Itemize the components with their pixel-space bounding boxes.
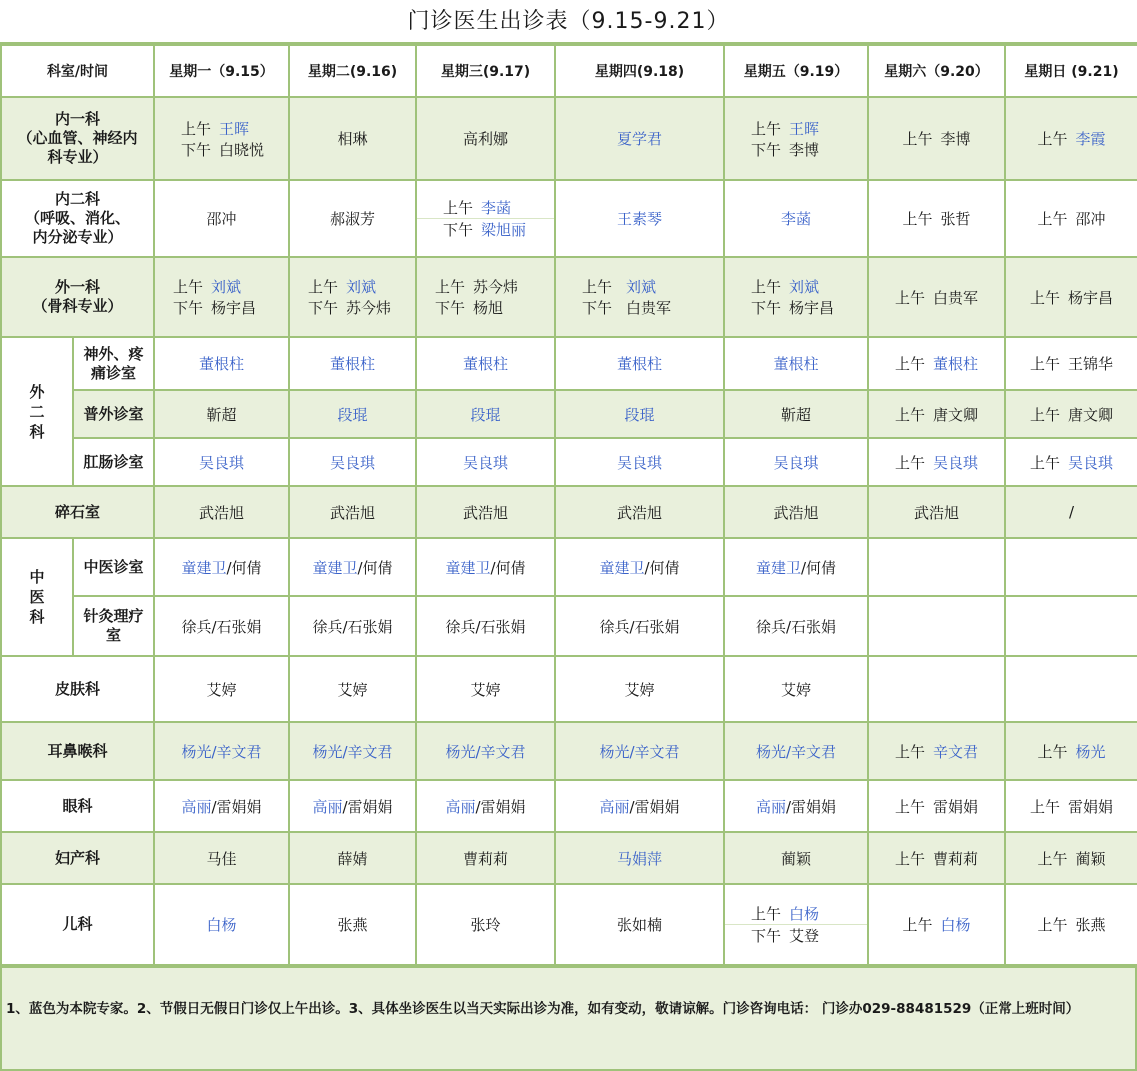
cell-er-sat — [868, 884, 1005, 965]
doctor-name: 张哲 — [940, 210, 971, 228]
pm-label: 下午 — [181, 140, 212, 159]
doctor-name: 高丽 — [181, 797, 212, 816]
cell-pifu-wed: 艾婷 — [416, 656, 555, 722]
doctor-name: 李菡 — [481, 199, 512, 217]
dept-char: 中 — [29, 568, 45, 586]
doctor-name: 吴良琪 — [933, 453, 979, 472]
cell-yan-fri — [724, 780, 868, 832]
dept-neier — [1, 180, 154, 257]
cell-erbihou-fri: 杨光/辛文君 — [724, 722, 868, 780]
cell-neiyi-wed: 高利娜 — [416, 97, 555, 180]
cell-gangchang-sat — [868, 438, 1005, 486]
am-label: 上午 — [894, 797, 925, 816]
dept-specialty: 内分泌专业） — [32, 228, 123, 246]
subdept-puwai: 普外诊室 — [73, 390, 154, 438]
cell-puwai-tue: 段琨 — [289, 390, 416, 438]
doctor-name: 邵冲 — [1075, 210, 1106, 228]
dept-fuchan: 妇产科 — [1, 832, 154, 884]
pm-label: 下午 — [173, 299, 204, 317]
am-label: 上午 — [435, 278, 466, 296]
doctor-name: 刘斌 — [211, 278, 242, 296]
cell-er-wed: 张玲 — [416, 884, 555, 965]
cell-gangchang-tue: 吴良琪 — [289, 438, 416, 486]
cell-zhenjiu-sat — [868, 596, 1005, 656]
cell-neiyi-sat — [868, 97, 1005, 180]
cell-pifu-fri: 艾婷 — [724, 656, 868, 722]
doctor-name: 白杨 — [789, 905, 820, 923]
am-label: 上午 — [1029, 405, 1060, 424]
cell-waiyi-fri — [724, 257, 868, 337]
row-puwai — [1, 390, 1137, 438]
dept-erbihou: 耳鼻喉科 — [1, 722, 154, 780]
cell-gangchang-sun — [1005, 438, 1137, 486]
day-header-fri: 星期五（9.19） — [724, 45, 868, 97]
separator: / — [357, 558, 363, 577]
cell-neier-fri: 李菡 — [724, 180, 868, 257]
doctor-name: /雷娟娟 — [211, 797, 262, 816]
doctor-name: 白贵军 — [626, 299, 672, 317]
cell-gangchang-mon: 吴良琪 — [154, 438, 289, 486]
doctor-name: 李博 — [789, 140, 820, 159]
doctor-name: 童建卫 — [181, 558, 227, 577]
cell-zhenjiu-tue: 徐兵/石张娟 — [289, 596, 416, 656]
dept-er: 儿科 — [1, 884, 154, 965]
cell-fuchan-mon: 马佳 — [154, 832, 289, 884]
corner-cell: 科室/时间 — [1, 45, 154, 97]
am-label: 上午 — [181, 119, 212, 138]
cell-pifu-tue: 艾婷 — [289, 656, 416, 722]
cell-puwai-mon: 靳超 — [154, 390, 289, 438]
doctor-name: 何倩 — [806, 558, 837, 577]
doctor-name: 何倩 — [495, 558, 526, 577]
doctor-name: 董根柱 — [933, 355, 979, 373]
cell-pifu-sat — [868, 656, 1005, 722]
cell-waiyi-mon — [154, 257, 289, 337]
cell-erbihou-tue: 杨光/辛文君 — [289, 722, 416, 780]
doctor-name: 苏今炜 — [473, 278, 519, 296]
doctor-name: 童建卫 — [755, 558, 801, 577]
doctor-name: 高丽 — [312, 797, 343, 816]
separator: / — [226, 558, 232, 577]
dept-specialty: （骨科专业） — [32, 297, 123, 315]
cell-zhongyi-mon — [154, 538, 289, 596]
doctor-name: 唐文卿 — [933, 405, 979, 424]
cell-puwai-thu: 段琨 — [555, 390, 724, 438]
day-header-thu: 星期四(9.18) — [555, 45, 724, 97]
cell-shenwai-thu: 董根柱 — [555, 337, 724, 390]
pm-label: 下午 — [443, 221, 474, 239]
doctor-name: 艾登 — [789, 927, 820, 945]
doctor-name: 杨宇昌 — [211, 299, 257, 317]
dept-waiyi — [1, 257, 154, 337]
dept-char: 科 — [29, 422, 45, 441]
doctor-name: 王晖 — [789, 119, 820, 138]
row-shenwai — [1, 337, 1137, 390]
cell-shenwai-mon: 董根柱 — [154, 337, 289, 390]
row-er — [1, 884, 1137, 965]
am-label: 上午 — [894, 742, 925, 761]
cell-waiyi-wed — [416, 257, 555, 337]
cell-waiyi-thu — [555, 257, 724, 337]
am-label: 上午 — [173, 278, 204, 296]
subdept-gangchang: 肛肠诊室 — [73, 438, 154, 486]
doctor-name: 白贵军 — [933, 288, 979, 307]
separator: / — [644, 558, 650, 577]
am-label: 上午 — [1037, 742, 1068, 761]
row-fuchan — [1, 832, 1137, 884]
cell-yan-wed — [416, 780, 555, 832]
day-header-sat: 星期六（9.20） — [868, 45, 1005, 97]
doctor-name: 童建卫 — [312, 558, 358, 577]
cell-neiyi-sun — [1005, 97, 1137, 180]
cell-shenwai-tue: 董根柱 — [289, 337, 416, 390]
separator: / — [490, 558, 496, 577]
doctor-name: 杨光 — [1075, 742, 1106, 761]
doctor-name: 童建卫 — [599, 558, 645, 577]
row-erbihou — [1, 722, 1137, 780]
dept-pifu: 皮肤科 — [1, 656, 154, 722]
footer-notes: 1、蓝色为本院专家。2、节假日无假日门诊仅上午出诊。3、具体坐诊医生以当天实际出诊为准，如有变动，敬请谅解。门诊咨询电话： 门诊办029-88481529（正常上班时间） — [0, 966, 1137, 1071]
cell-gangchang-fri: 吴良琪 — [724, 438, 868, 486]
doctor-name: 辛文君 — [933, 742, 979, 761]
row-yan — [1, 780, 1137, 832]
dept-zhongyi — [1, 538, 73, 656]
cell-shenwai-wed: 董根柱 — [416, 337, 555, 390]
doctor-name: 梁旭丽 — [481, 221, 527, 239]
cell-er-mon: 白杨 — [154, 884, 289, 965]
am-label: 上午 — [308, 278, 339, 296]
cell-neier-wed — [416, 180, 555, 257]
page-title: 门诊医生出诊表（9.15-9.21） — [0, 0, 1137, 44]
cell-zhenjiu-mon: 徐兵/石张娟 — [154, 596, 289, 656]
cell-fuchan-fri: 蔺颖 — [724, 832, 868, 884]
row-pifu — [1, 656, 1137, 722]
doctor-name: 李博 — [940, 130, 971, 148]
am-label: 上午 — [902, 916, 933, 934]
cell-shenwai-sun — [1005, 337, 1137, 390]
am-label: 上午 — [1037, 916, 1068, 934]
dept-specialty: （心血管、神经内 — [17, 129, 138, 147]
cell-pifu-sun — [1005, 656, 1137, 722]
pm-label: 下午 — [751, 927, 782, 945]
cell-suishi-sun: / — [1005, 486, 1137, 538]
am-label: 上午 — [894, 849, 925, 868]
cell-pifu-mon: 艾婷 — [154, 656, 289, 722]
pm-label: 下午 — [435, 299, 466, 317]
day-header-tue: 星期二(9.16) — [289, 45, 416, 97]
cell-erbihou-sun — [1005, 722, 1137, 780]
cell-neier-mon: 邵冲 — [154, 180, 289, 257]
cell-zhenjiu-wed: 徐兵/石张娟 — [416, 596, 555, 656]
day-header-mon: 星期一（9.15） — [154, 45, 289, 97]
row-suishi — [1, 486, 1137, 538]
cell-zhongyi-thu — [555, 538, 724, 596]
doctor-name: 王锦华 — [1068, 355, 1114, 373]
row-gangchang — [1, 438, 1137, 486]
row-zhongyi — [1, 538, 1137, 596]
cell-er-tue: 张燕 — [289, 884, 416, 965]
pm-label: 下午 — [308, 299, 339, 317]
cell-neiyi-mon — [154, 97, 289, 180]
cell-pifu-thu: 艾婷 — [555, 656, 724, 722]
doctor-name: 张燕 — [1075, 916, 1106, 934]
doctor-name: 王晖 — [219, 119, 250, 138]
am-label: 上午 — [1037, 130, 1068, 148]
cell-erbihou-thu: 杨光/辛文君 — [555, 722, 724, 780]
doctor-name: 雷娟娟 — [933, 797, 979, 816]
dept-name: 内一科 — [54, 110, 100, 128]
dept-neiyi — [1, 97, 154, 180]
doctor-name: 蔺颖 — [1075, 849, 1106, 868]
am-label: 上午 — [894, 355, 925, 373]
doctor-name: 白晓悦 — [219, 140, 265, 159]
cell-yan-tue — [289, 780, 416, 832]
cell-yan-sun — [1005, 780, 1137, 832]
am-label: 上午 — [1029, 797, 1060, 816]
cell-zhenjiu-sun — [1005, 596, 1137, 656]
cell-shenwai-sat — [868, 337, 1005, 390]
cell-puwai-sun — [1005, 390, 1137, 438]
cell-yan-mon — [154, 780, 289, 832]
cell-neiyi-fri — [724, 97, 868, 180]
cell-zhongyi-sat — [868, 538, 1005, 596]
am-label: 上午 — [751, 119, 782, 138]
separator: / — [800, 558, 807, 577]
cell-suishi-wed: 武浩旭 — [416, 486, 555, 538]
am-label: 上午 — [894, 453, 925, 472]
cell-er-fri — [724, 884, 868, 965]
schedule-table — [0, 44, 1137, 966]
cell-yan-thu — [555, 780, 724, 832]
doctor-name: 杨宇昌 — [789, 299, 835, 317]
subdept-zhongyizhenshi: 中医诊室 — [73, 538, 154, 596]
cell-zhongyi-fri — [724, 538, 868, 596]
am-label: 上午 — [751, 905, 782, 923]
cell-neier-tue: 郝淑芳 — [289, 180, 416, 257]
cell-erbihou-sat — [868, 722, 1005, 780]
cell-suishi-sat: 武浩旭 — [868, 486, 1005, 538]
cell-neier-sat — [868, 180, 1005, 257]
cell-puwai-wed: 段琨 — [416, 390, 555, 438]
subdept-line: 针灸理疗 — [83, 607, 144, 625]
doctor-name: 杨宇昌 — [1068, 288, 1114, 307]
cell-shenwai-fri: 董根柱 — [724, 337, 868, 390]
header-row — [1, 45, 1137, 97]
dept-yan: 眼科 — [1, 780, 154, 832]
cell-puwai-sat — [868, 390, 1005, 438]
cell-waiyi-sat — [868, 257, 1005, 337]
dept-specialty: 科专业） — [47, 148, 108, 166]
dept-char: 科 — [29, 608, 45, 626]
doctor-name: 何倩 — [231, 558, 262, 577]
cell-gangchang-thu: 吴良琪 — [555, 438, 724, 486]
day-header-wed: 星期三(9.17) — [416, 45, 555, 97]
cell-zhenjiu-thu: 徐兵/石张娟 — [555, 596, 724, 656]
doctor-name: 高丽 — [445, 797, 476, 816]
subdept-line: 室 — [105, 626, 121, 644]
cell-zhongyi-tue — [289, 538, 416, 596]
doctor-name: 杨旭 — [473, 299, 504, 317]
doctor-name: 高丽 — [755, 797, 786, 816]
row-waiyi — [1, 257, 1137, 337]
row-neiyi — [1, 97, 1137, 180]
cell-neier-sun — [1005, 180, 1137, 257]
cell-fuchan-sat — [868, 832, 1005, 884]
dept-waier — [1, 337, 73, 486]
am-label: 上午 — [902, 130, 933, 148]
cell-zhongyi-wed — [416, 538, 555, 596]
doctor-name: 刘斌 — [626, 278, 657, 296]
dept-name: 内二科 — [54, 190, 100, 208]
cell-er-sun — [1005, 884, 1137, 965]
doctor-name: 何倩 — [649, 558, 680, 577]
cell-er-thu: 张如楠 — [555, 884, 724, 965]
cell-fuchan-thu: 马娟萍 — [555, 832, 724, 884]
cell-suishi-fri: 武浩旭 — [724, 486, 868, 538]
cell-erbihou-mon: 杨光/辛文君 — [154, 722, 289, 780]
row-zhenjiu — [1, 596, 1137, 656]
am-label: 上午 — [902, 210, 933, 228]
dept-char: 医 — [29, 588, 45, 606]
row-neier — [1, 180, 1137, 257]
am-label: 上午 — [1029, 355, 1060, 373]
doctor-name: /雷娟娟 — [342, 797, 393, 816]
subdept-line: 神外、疼 — [83, 344, 144, 363]
doctor-name: 雷娟娟 — [1068, 797, 1114, 816]
am-label: 上午 — [894, 405, 925, 424]
am-label: 上午 — [1037, 849, 1068, 868]
cell-zhongyi-sun — [1005, 538, 1137, 596]
doctor-name: /雷娟娟 — [629, 797, 680, 816]
dept-suishi: 碎石室 — [1, 486, 154, 538]
doctor-name: 唐文卿 — [1068, 405, 1114, 424]
cell-waiyi-tue — [289, 257, 416, 337]
day-header-sun: 星期日 (9.21) — [1005, 45, 1137, 97]
cell-waiyi-sun — [1005, 257, 1137, 337]
am-label: 上午 — [443, 199, 474, 217]
doctor-name: 高丽 — [599, 797, 630, 816]
cell-fuchan-sun — [1005, 832, 1137, 884]
doctor-name: 李霞 — [1075, 130, 1106, 148]
cell-suishi-tue: 武浩旭 — [289, 486, 416, 538]
doctor-name: 曹莉莉 — [933, 849, 979, 868]
am-label: 上午 — [1037, 210, 1068, 228]
am-label: 上午 — [1029, 288, 1060, 307]
am-label: 上午 — [582, 278, 613, 296]
cell-neiyi-thu: 夏学君 — [555, 97, 724, 180]
cell-fuchan-wed: 曹莉莉 — [416, 832, 555, 884]
cell-puwai-fri: 靳超 — [724, 390, 868, 438]
pm-label: 下午 — [751, 299, 782, 317]
pm-label: 下午 — [582, 299, 613, 317]
doctor-name: 苏今炜 — [346, 299, 392, 317]
am-label: 上午 — [894, 288, 925, 307]
cell-fuchan-tue: 薛婧 — [289, 832, 416, 884]
doctor-name: 吴良琪 — [1068, 453, 1114, 472]
pm-label: 下午 — [751, 140, 782, 159]
cell-suishi-thu: 武浩旭 — [555, 486, 724, 538]
dept-char: 二 — [29, 402, 45, 421]
subdept-line: 痛诊室 — [90, 363, 136, 382]
dept-name: 外一科 — [54, 278, 100, 296]
doctor-name: /雷娟娟 — [475, 797, 526, 816]
subdept-shenwai — [73, 337, 154, 390]
doctor-name: 白杨 — [940, 916, 971, 934]
cell-gangchang-wed: 吴良琪 — [416, 438, 555, 486]
doctor-name: 何倩 — [362, 558, 393, 577]
cell-zhenjiu-fri: 徐兵/石张娟 — [724, 596, 868, 656]
doctor-name: 刘斌 — [346, 278, 377, 296]
cell-yan-sat — [868, 780, 1005, 832]
subdept-zhenjiu — [73, 596, 154, 656]
dept-specialty: （呼吸、消化、 — [24, 209, 130, 227]
cell-suishi-mon: 武浩旭 — [154, 486, 289, 538]
am-label: 上午 — [1029, 453, 1060, 472]
dept-char: 外 — [29, 382, 45, 401]
doctor-name: 刘斌 — [789, 278, 820, 296]
doctor-name: 童建卫 — [445, 558, 491, 577]
doctor-name: /雷娟娟 — [785, 797, 837, 816]
cell-neiyi-tue: 相琳 — [289, 97, 416, 180]
am-label: 上午 — [751, 278, 782, 296]
cell-neier-thu: 王素琴 — [555, 180, 724, 257]
cell-erbihou-wed: 杨光/辛文君 — [416, 722, 555, 780]
